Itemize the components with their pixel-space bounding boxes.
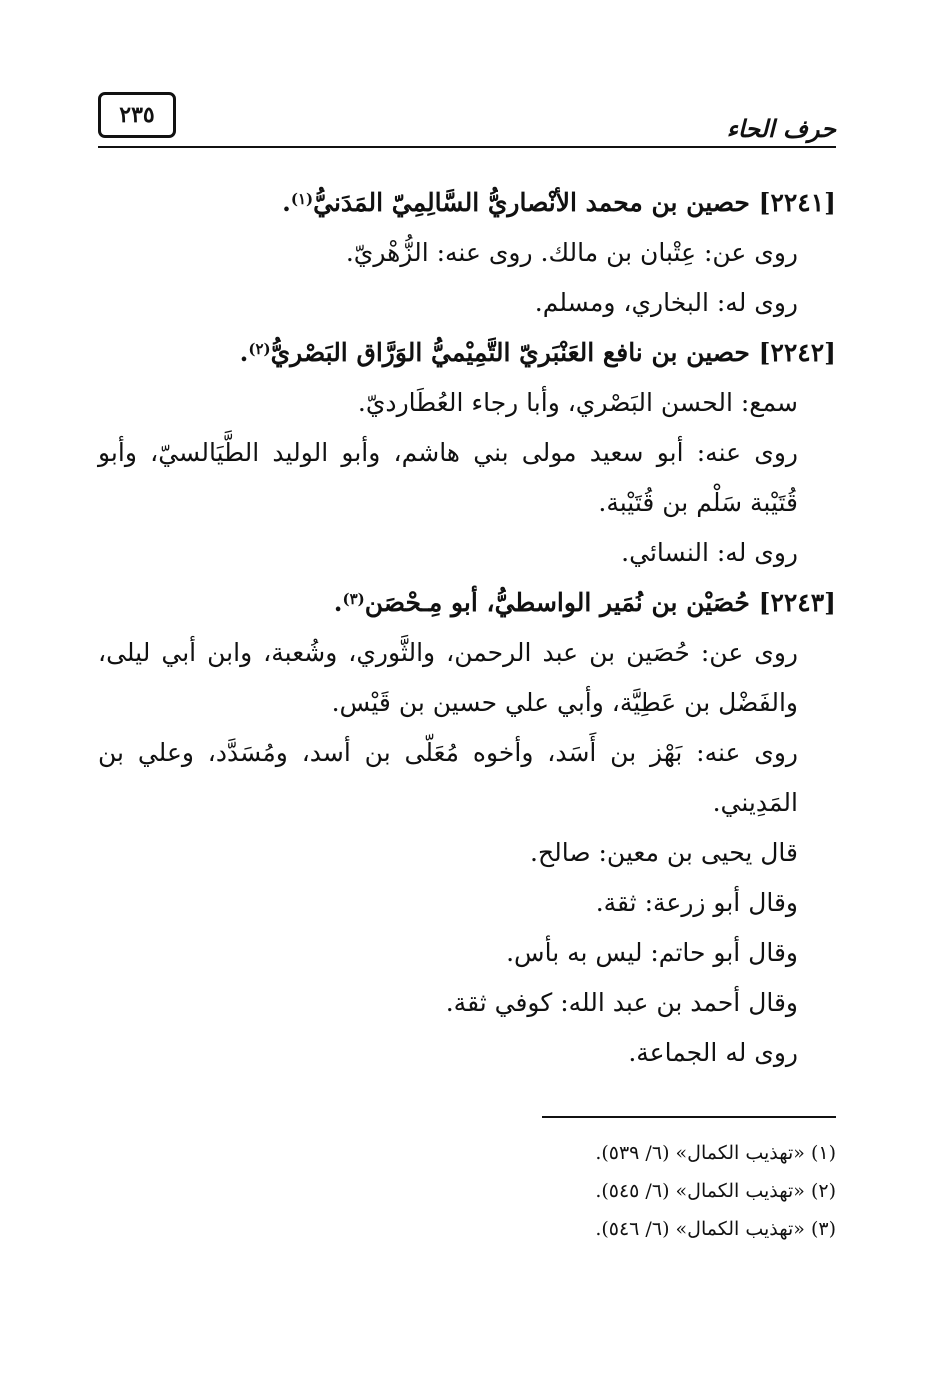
narration-line: سمع: الحسن البَصْري، وأبا رجاء العُطَارديّ. [357, 388, 798, 417]
page-header [98, 92, 836, 148]
header-rule [98, 146, 836, 148]
footnote-ref: (٣) [342, 590, 365, 608]
entry-number: [٢٢٤٢] [758, 338, 836, 367]
footnote-ref: (٢) [248, 340, 271, 358]
narration-paragraph: روى عنه: بَهْز بن أَسَد، وأخوه مُعَلّى بن أسد، ومُسَدَّد، وعلي بن المَدِيني. [98, 738, 798, 817]
entry-title [98, 328, 836, 378]
entry-name: حصين بن نافع العَنْبَريّ التَّمِيْميُّ الوَرَّاق البَصْريُّ [270, 338, 750, 367]
entry-number: [٢٢٤١] [758, 188, 836, 217]
entry-end: . [239, 338, 249, 367]
closing-line: روى له الجماعة. [628, 1038, 798, 1067]
narration-line: روى له: البخاري، ومسلم. [534, 288, 798, 317]
footnote-ref: (١) [290, 190, 314, 208]
footnote: (٢) «تهذيب الكمال» (٦/ ٥٤٥). [595, 1180, 836, 1202]
narration-line: روى عن: عِتْبان بن مالك. روى عنه: الزُّهْريّ. [345, 238, 798, 267]
narration-line: روى له: النسائي. [621, 538, 798, 567]
footnote-separator [542, 1116, 836, 1118]
critic-quote: قال يحيى بن معين: صالح. [530, 838, 798, 867]
critic-quote: وقال أبو حاتم: ليس به بأس. [506, 938, 798, 967]
book-page [98, 0, 836, 1376]
critic-quote: وقال أحمد بن عبد الله: كوفي ثقة. [445, 988, 798, 1017]
footnotes [98, 1134, 836, 1248]
footnote: (١) «تهذيب الكمال» (٦/ ٥٣٩). [595, 1142, 836, 1164]
entry-name: حُصَيْن بن نُمَير الواسطيُّ، أبو مِـحْصَن [364, 588, 750, 617]
entry-name: حصين بن محمد الأنْصاريُّ السَّالِمِيّ المَدَنيُّ [313, 188, 750, 217]
entry-number: [٢٢٤٣] [758, 588, 836, 617]
narration-paragraph: روى عن: حُصَين بن عبد الرحمن، والثَّوري، وشُعبة، وابن أبي ليلى، والفَضْل بن عَطِيَّة، وأبي علي حسين بن قَيْس. [98, 638, 798, 717]
narration-paragraph: روى عنه: أبو سعيد مولى بني هاشم، وأبو الوليد الطَّيَالسيّ، وأبو قُتَيْبة سَلْم بن قُتَيْبة. [98, 438, 798, 517]
entry-end: . [282, 188, 291, 217]
critic-quote: وقال أبو زرعة: ثقة. [595, 888, 798, 917]
page-number: ٢٣٥ [98, 92, 176, 138]
entry-title [98, 178, 836, 228]
entry-title [98, 578, 836, 628]
entry-end: . [333, 588, 343, 617]
page-body [98, 178, 836, 1078]
footnote: (٣) «تهذيب الكمال» (٦/ ٥٤٦). [595, 1218, 836, 1240]
running-title: حرف الحاء [726, 114, 836, 143]
